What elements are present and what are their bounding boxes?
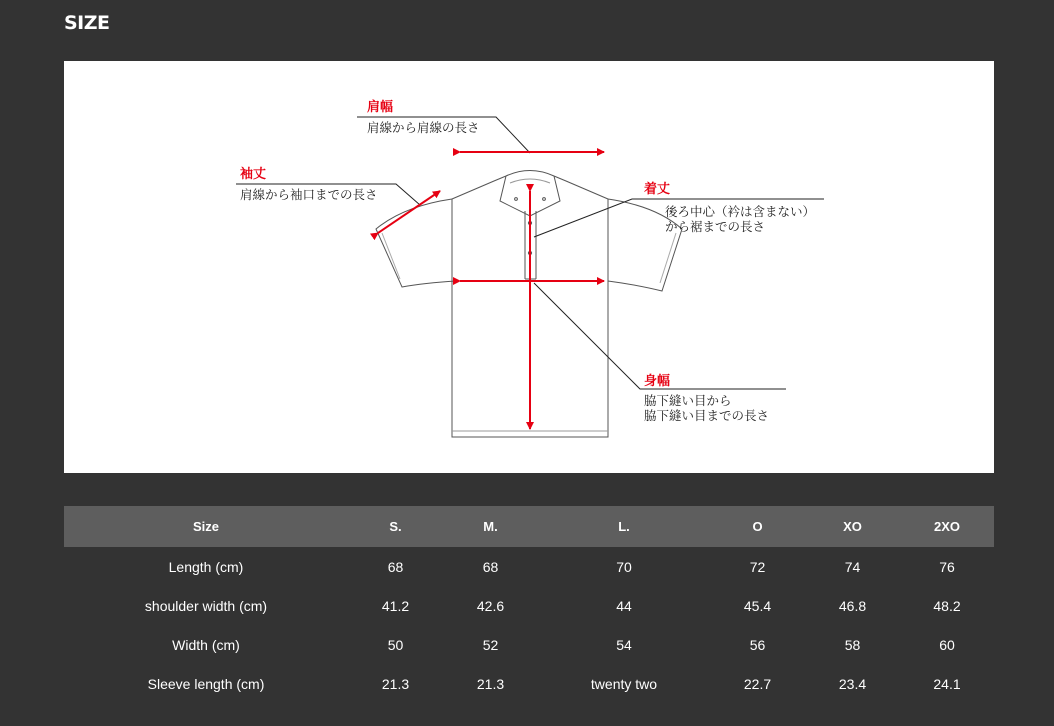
body-width-desc-1: 脇下縫い目から xyxy=(644,393,732,408)
table-cell: 21.3 xyxy=(476,675,505,692)
shirt-diagram-svg xyxy=(64,61,994,473)
row-label: Width (cm) xyxy=(172,636,240,653)
table-row xyxy=(64,547,994,586)
table-cell: 58 xyxy=(844,636,861,653)
table-cell: 56 xyxy=(749,636,766,653)
size-table xyxy=(64,506,994,703)
table-cell: 76 xyxy=(939,558,955,575)
length-desc-2: から裾までの長さ xyxy=(665,219,766,234)
header-l: L. xyxy=(538,506,710,547)
page-title: SIZE xyxy=(64,12,110,34)
table-cell: 23.4 xyxy=(838,675,867,692)
shoulder-desc: 肩線から肩線の長さ xyxy=(367,120,480,135)
header-s: S. xyxy=(348,506,443,547)
size-diagram xyxy=(64,61,994,473)
header-xo: XO xyxy=(805,506,900,547)
table-cell: 44 xyxy=(616,597,632,614)
table-cell: 72 xyxy=(749,558,766,575)
table-row xyxy=(64,664,994,703)
measure-arrows xyxy=(378,152,604,429)
length-desc-1: 後ろ中心（衿は含まない） xyxy=(665,204,816,219)
table-cell: 46.8 xyxy=(838,597,867,614)
table-cell: 68 xyxy=(387,558,404,575)
table-cell: 21.3 xyxy=(381,675,410,692)
table-cell: 48.2 xyxy=(933,597,961,614)
table-cell: 41.2 xyxy=(381,597,410,614)
table-cell: 50 xyxy=(387,636,404,653)
sleeve-desc: 肩線から袖口までの長さ xyxy=(240,187,378,202)
table-cell: 60 xyxy=(939,636,955,653)
header-o: O xyxy=(710,506,805,547)
table-cell: 74 xyxy=(844,558,861,575)
row-label: shoulder width (cm) xyxy=(144,597,268,614)
table-cell: twenty two xyxy=(590,675,658,692)
table-cell: 52 xyxy=(482,636,499,653)
table-cell: 68 xyxy=(482,558,499,575)
table-cell: 22.7 xyxy=(743,675,772,692)
row-label: Length (cm) xyxy=(168,558,244,575)
shoulder-heading: 肩幅 xyxy=(367,100,394,115)
sleeve-heading: 袖丈 xyxy=(240,167,267,182)
body-width-desc-2: 脇下縫い目までの長さ xyxy=(644,408,770,423)
row-label: Sleeve length (cm) xyxy=(147,675,265,692)
table-header-row xyxy=(64,506,994,547)
table-row xyxy=(64,625,994,664)
table-cell: 54 xyxy=(616,636,632,653)
table-cell: 24.1 xyxy=(933,675,961,692)
length-heading: 着丈 xyxy=(644,182,671,197)
header-2xo: 2XO xyxy=(900,506,994,547)
body-width-heading: 身幅 xyxy=(644,374,671,389)
table-row xyxy=(64,586,994,625)
table-cell: 42.6 xyxy=(476,597,505,614)
table-cell: 70 xyxy=(616,558,632,575)
header-m: M. xyxy=(443,506,538,547)
header-size: Size xyxy=(64,506,348,547)
sleeve-arrow xyxy=(378,191,440,233)
table-cell: 45.4 xyxy=(743,597,772,614)
